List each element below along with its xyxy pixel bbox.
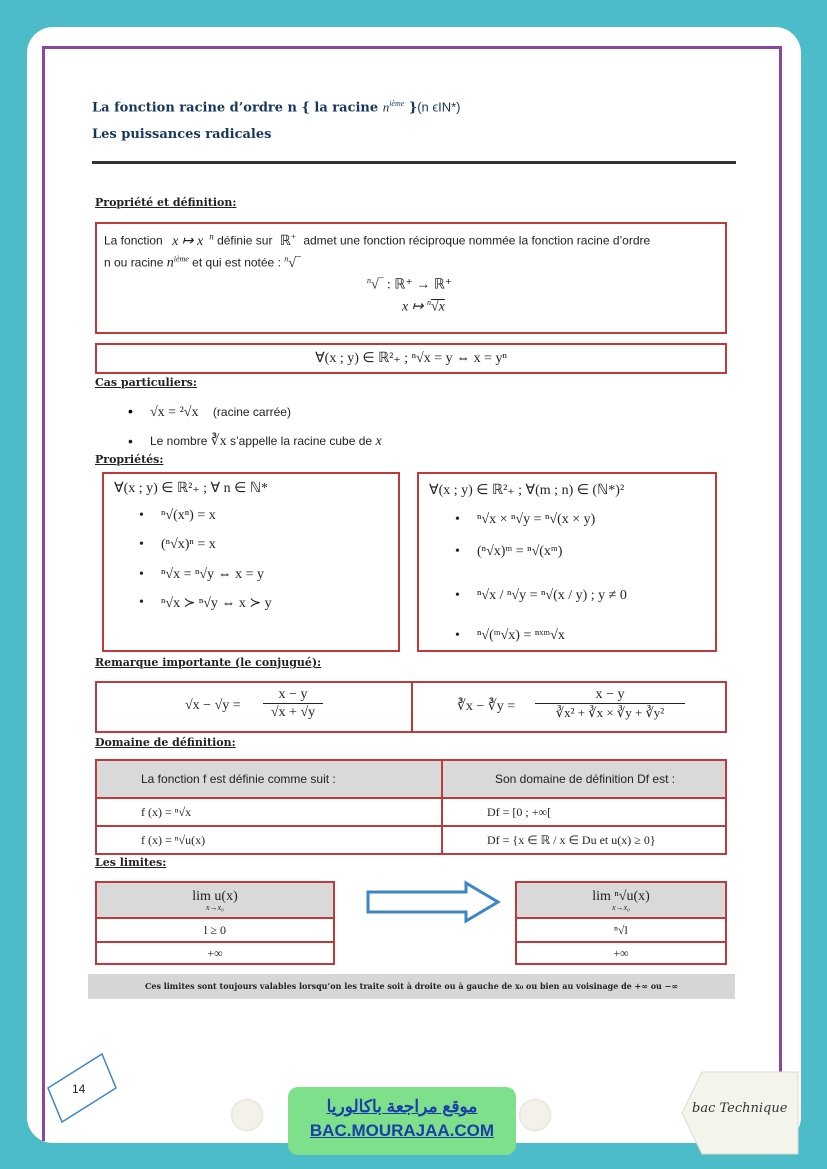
properties-right-box <box>417 472 717 652</box>
remark-divider <box>411 683 413 731</box>
property-right-1: • ⁿ√x × ⁿ√y = ⁿ√(x × y) <box>477 512 595 528</box>
domain-value-2: Df = {x ∈ ℝ / x ∈ Du et u(x) ≥ 0} <box>442 826 726 854</box>
conjugate-cube-fraction: x − y ∛x² + ∛x × ∛y + ∛y² <box>535 687 685 722</box>
remark-box <box>95 681 727 733</box>
domain-head-right: Son domaine de définition Df est : <box>442 760 726 798</box>
conjugate-square-lhs: √x − √y = <box>185 698 241 713</box>
site-url[interactable]: BAC.MOURAJAA.COM <box>309 1121 495 1140</box>
logo-left-icon <box>232 1100 262 1130</box>
section-properties: Propriétés: <box>95 453 164 466</box>
definition-line2: n ou racine $n^{ième}$ et qui est notée : $^n$√‾ <box>104 254 301 271</box>
conjugate-cube-lhs: ∛x − ∛y = <box>457 699 516 714</box>
property-left-1: • ⁿ√(xⁿ) = x <box>161 508 216 524</box>
limits-right-sub: x→x₀ <box>612 902 630 912</box>
limits-left-sub: x→x₀ <box>206 902 224 912</box>
table-row <box>96 942 334 964</box>
limits-right-header <box>516 882 726 918</box>
property-left-4: • ⁿ√x ≻ ⁿ√y ⇔ x ≻ y <box>161 595 272 612</box>
domain-value-1: Df = [0 ; +∞[ <box>442 798 726 826</box>
domain-head-left: La fonction f est définie comme suit : <box>96 760 442 798</box>
properties-left-box <box>102 472 400 652</box>
domain-table <box>95 759 727 855</box>
domain-function-1: f (x) = ⁿ√x <box>96 798 442 826</box>
table-row <box>516 918 726 942</box>
limits-right-row-1: ⁿ√l <box>516 918 726 942</box>
limits-left-row-1: l ≥ 0 <box>96 918 334 942</box>
special-case-square-root: • √x = ²√x (racine carrée) <box>150 403 291 421</box>
table-row <box>96 798 726 826</box>
site-banner[interactable] <box>288 1087 516 1155</box>
table-row <box>96 826 726 854</box>
section-definition: Propriété et définition: <box>95 196 237 209</box>
limits-right-table <box>515 881 727 965</box>
definition-box <box>95 222 727 334</box>
page-subtitle: Les puissances radicales <box>92 127 272 142</box>
page-title: La fonction racine d’ordre n { la racine $n^{ième}$ }(n ϵIN*) <box>92 99 461 116</box>
properties-right-header: ∀(x ; y) ∈ ℝ²₊ ; ∀(m ; n) ∈ (ℕ*)² <box>429 483 625 498</box>
conjugate-square-fraction: x − y √x + √y <box>263 687 323 722</box>
property-right-2: • (ⁿ√x)ᵐ = ⁿ√(xᵐ) <box>477 544 562 560</box>
limits-note: Ces limites sont toujours valables lorsqu’on les traite soit à droite ou à gauche de x₀ ou bien au voisinage de +∞ ou −∞ <box>88 974 735 999</box>
property-left-2: • (ⁿ√x)ⁿ = x <box>161 537 216 553</box>
logo-right-icon <box>520 1100 550 1130</box>
section-domain: Domaine de définition: <box>95 736 236 749</box>
arrow-right-icon <box>364 880 504 924</box>
site-arabic: موقع مراجعة باكالوريا <box>326 1097 478 1116</box>
properties-left-header: ∀(x ; y) ∈ ℝ²₊ ; ∀ n ∈ ℕ* <box>114 481 269 496</box>
section-remark: Remarque importante (le conjugué): <box>95 656 322 669</box>
table-row <box>516 942 726 964</box>
definition-map2: x ↦ $^n$√x <box>402 298 445 315</box>
special-case-cube-root: • Le nombre ∛x s’appelle la racine cube de x <box>150 433 382 450</box>
property-right-4: • ⁿ√(ᵐ√x) = ⁿˣᵐ√x <box>477 628 565 644</box>
limits-left-head: lim u(x) <box>192 888 238 904</box>
limits-left-table <box>95 881 335 965</box>
section-limits: Les limites: <box>95 856 167 869</box>
title-divider <box>92 161 736 164</box>
property-right-3: • ⁿ√x / ⁿ√y = ⁿ√(x / y) ; y ≠ 0 <box>477 588 627 604</box>
table-row <box>96 918 334 942</box>
limits-left-row-2: +∞ <box>96 942 334 964</box>
limits-right-row-2: +∞ <box>516 942 726 964</box>
definition-line1: La fonction x ↦ x $^n$ définie sur ℝ+ admet une fonction réciproque nommée la fonction racine d’ordre <box>104 231 651 249</box>
limits-left-header <box>96 882 334 918</box>
domain-function-2: f (x) = ⁿ√u(x) <box>96 826 442 854</box>
limits-right-head: lim ⁿ√u(x) <box>592 888 650 904</box>
section-special-cases: Cas particuliers: <box>95 376 197 389</box>
definition-map1: $^n$√‾ : ℝ⁺ → ℝ⁺ <box>367 276 453 293</box>
property-left-3: • ⁿ√x = ⁿ√y ⇔ x = y <box>161 567 264 583</box>
page-number: 14 <box>72 1082 86 1096</box>
brand-name: bac Technique <box>692 1101 788 1116</box>
domain-header-row <box>96 760 726 798</box>
equivalence-box: ∀(x ; y) ∈ ℝ²₊ ; ⁿ√x = y ⇔ x = yⁿ <box>95 343 727 374</box>
